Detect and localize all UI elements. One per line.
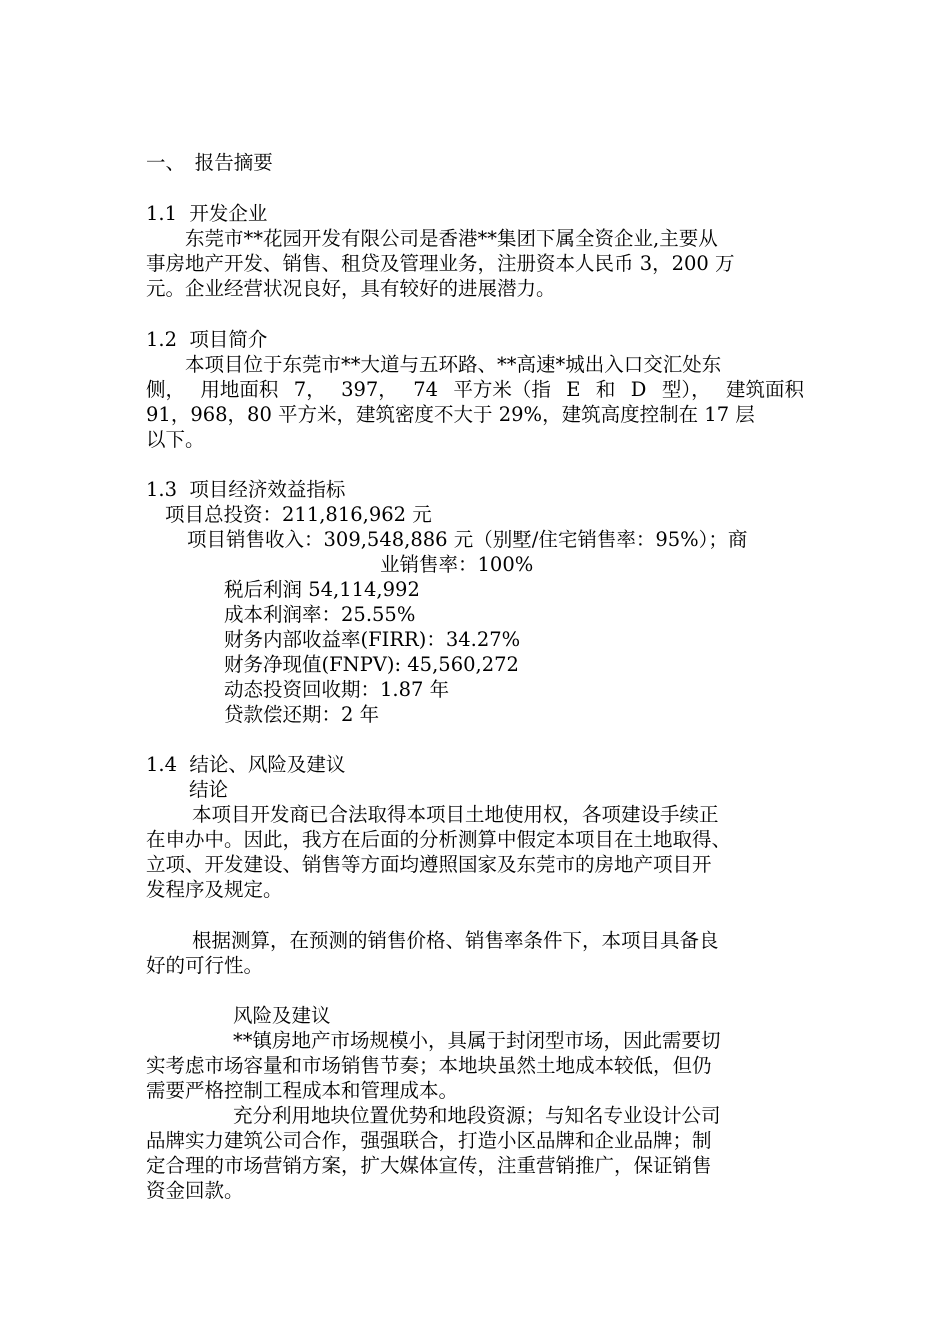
after-tax-profit: 税后利润 54,114,992 <box>224 578 420 601</box>
section-1-2-title: 1.2 项目简介 <box>146 328 268 351</box>
text-part: D <box>630 378 647 401</box>
paragraph-line: 根据测算，在预测的销售价格、销售率条件下，本项目具备良 <box>192 929 719 952</box>
paragraph-line: 东莞市**花园开发有限公司是香港**集团下属全资企业,主要从 <box>146 227 718 250</box>
paragraph-line: 事房地产开发、销售、租贷及管理业务，注册资本人民币 3，200 万 <box>146 252 735 275</box>
paragraph-line: 本项目开发商已合法取得本项目土地使用权，各项建设手续正 <box>192 803 719 826</box>
paragraph-line: 以下。 <box>146 428 205 451</box>
cost-profit-rate: 成本利润率：25.55% <box>224 603 416 626</box>
paragraph-line: 元。企业经营状况良好，具有较好的进展潜力。 <box>146 277 556 300</box>
main-heading: 一、 报告摘要 <box>146 151 273 174</box>
text-part: 7， <box>293 378 326 401</box>
text-part: 侧， <box>146 378 186 401</box>
text-part: 平方米（指 <box>453 378 551 401</box>
paragraph-line: 91，968，80 平方米，建筑密度不大于 29%，建筑高度控制在 17 层 <box>146 403 755 426</box>
firr: 财务内部收益率(FIRR)：34.27% <box>224 628 521 651</box>
payback-period: 动态投资回收期：1.87 年 <box>224 678 450 701</box>
paragraph-line: 在申办中。因此，我方在后面的分析测算中假定本项目在土地取得、 <box>146 828 732 851</box>
text-part: 型）， <box>661 378 711 401</box>
paragraph-line-justified <box>146 377 804 402</box>
section-1-1-title: 1.1 开发企业 <box>146 202 268 225</box>
risk-label: 风险及建议 <box>233 1004 331 1027</box>
paragraph-line: 发程序及规定。 <box>146 878 283 901</box>
paragraph-line: 本项目位于东莞市**大道与五环路、**高速*城出入口交汇处东 <box>146 353 722 376</box>
section-1-4-title: 1.4 结论、风险及建议 <box>146 753 346 776</box>
paragraph-line: 实考虑市场容量和市场销售节奏；本地块虽然土地成本较低，但仍 <box>146 1054 712 1077</box>
total-investment: 项目总投资：211,816,962 元 <box>165 503 432 526</box>
loan-repayment-period: 贷款偿还期：2 年 <box>224 703 380 726</box>
paragraph-line: 立项、开发建设、销售等方面均遵照国家及东莞市的房地产项目开 <box>146 853 712 876</box>
section-1-3-title: 1.3 项目经济效益指标 <box>146 478 346 501</box>
paragraph-line: **镇房地产市场规模小，具属于封闭型市场，因此需要切 <box>233 1029 721 1052</box>
sales-revenue-line: 业销售率：100% <box>380 553 534 576</box>
text-part: 和 <box>595 378 616 401</box>
paragraph-line: 品牌实力建筑公司合作，强强联合，打造小区品牌和企业品牌；制 <box>146 1129 712 1152</box>
text-part: E <box>566 378 581 401</box>
text-part: 建筑面积 <box>725 378 804 401</box>
paragraph-line: 充分利用地块位置优势和地段资源；与知名专业设计公司 <box>233 1104 721 1127</box>
paragraph-line: 资金回款。 <box>146 1179 244 1202</box>
paragraph-line: 需要严格控制工程成本和管理成本。 <box>146 1079 459 1102</box>
text-part: 用地面积 <box>200 378 279 401</box>
conclusion-label: 结论 <box>189 778 229 801</box>
text-part: 74 <box>413 378 439 401</box>
paragraph-line: 定合理的市场营销方案，扩大媒体宣传，注重营销推广，保证销售 <box>146 1154 712 1177</box>
fnpv: 财务净现值(FNPV): 45,560,272 <box>224 653 519 676</box>
sales-revenue-line: 项目销售收入：309,548,886 元（别墅/住宅销售率：95%）；商 <box>187 528 748 551</box>
paragraph-line: 好的可行性。 <box>146 954 264 977</box>
text-part: 397， <box>341 378 398 401</box>
